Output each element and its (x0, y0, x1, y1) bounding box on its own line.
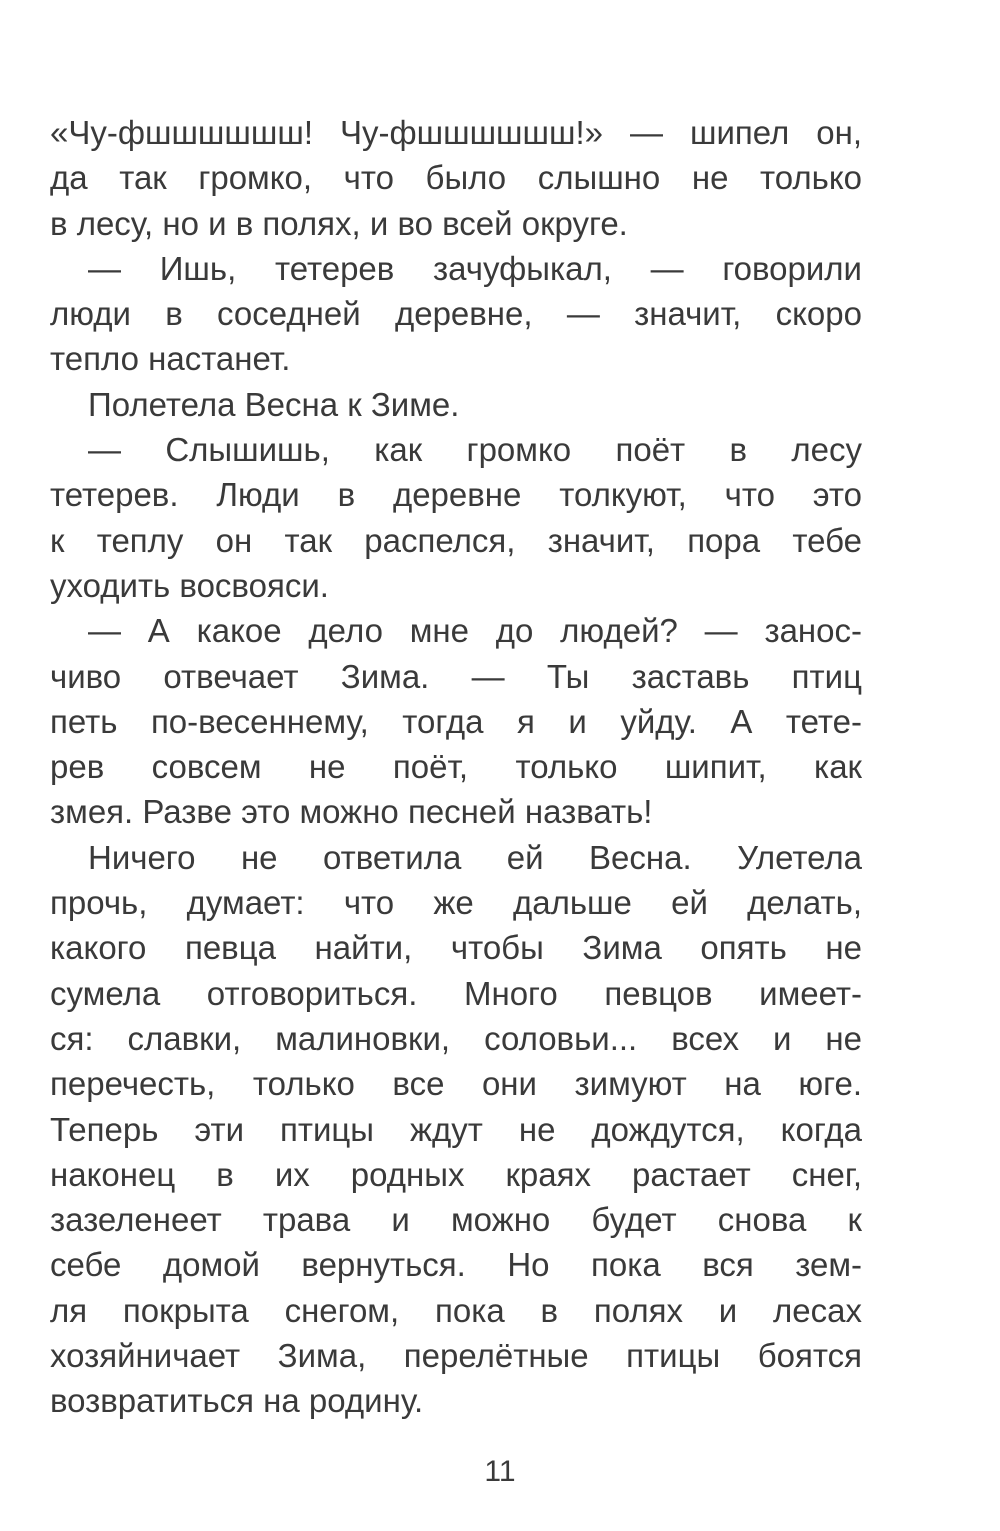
text-line: змея. Разве это можно песней назвать! (50, 793, 653, 831)
text-line: ля покрыта снегом, пока в полях и лесах (50, 1291, 862, 1329)
text-line: «Чу-фшшшшшш! Чу-фшшшшшш!» — шипел он, (50, 114, 862, 151)
text-line: тепло настанет. (50, 340, 291, 378)
text-line: петь по-весеннему, тогда я и уйду. А тете- (50, 702, 862, 740)
text-line: в лесу, но и в полях, и во всей округе. (50, 204, 628, 242)
page-body-text (50, 110, 862, 1424)
text-line: себе домой вернуться. Но пока вся зем- (50, 1246, 862, 1284)
text-line: уходить восвояси. (50, 566, 329, 604)
text-line: — Ишь, тетерев зачуфыкал, — говорили (88, 249, 862, 287)
text-line: Ничего не ответила ей Весна. Улетела (88, 838, 862, 876)
text-line: к теплу он так распелся, значит, пора тебе (50, 521, 862, 559)
text-line: — Слышишь, как громко поёт в лесу (88, 431, 862, 469)
text-line: прочь, думает: что же дальше ей делать, (50, 884, 862, 922)
text-line: хозяйничает Зима, перелётные птицы боятся (50, 1337, 862, 1375)
text-line: ся: славки, малиновки, соловьи... всех и не (50, 1019, 862, 1057)
page-number: 11 (484, 1455, 516, 1488)
text-line: рев совсем не поёт, только шипит, как (50, 748, 862, 786)
text-line: Теперь эти птицы ждут не дождутся, когда (50, 1110, 862, 1148)
text-line: Полетела Весна к Зиме. (88, 385, 460, 423)
text-line: чиво отвечает Зима. — Ты заставь птиц (50, 657, 862, 695)
text-line: возвратиться на родину. (50, 1382, 424, 1420)
text-line: наконец в их родных краях растает снег, (50, 1155, 862, 1193)
text-line: какого певца найти, чтобы Зима опять не (50, 929, 862, 967)
text-line: сумела отговориться. Много певцов имеет- (50, 974, 862, 1012)
text-line: — А какое дело мне до людей? — занос- (88, 612, 862, 650)
text-line: зазеленеет трава и можно будет снова к (50, 1201, 862, 1239)
text-line: да так громко, что было слышно не только (50, 159, 862, 197)
text-line: люди в соседней деревне, — значит, скоро (50, 295, 862, 333)
text-line: перечесть, только все они зимуют на юге. (50, 1065, 862, 1103)
text-line: тетерев. Люди в деревне толкуют, что это (50, 476, 862, 514)
